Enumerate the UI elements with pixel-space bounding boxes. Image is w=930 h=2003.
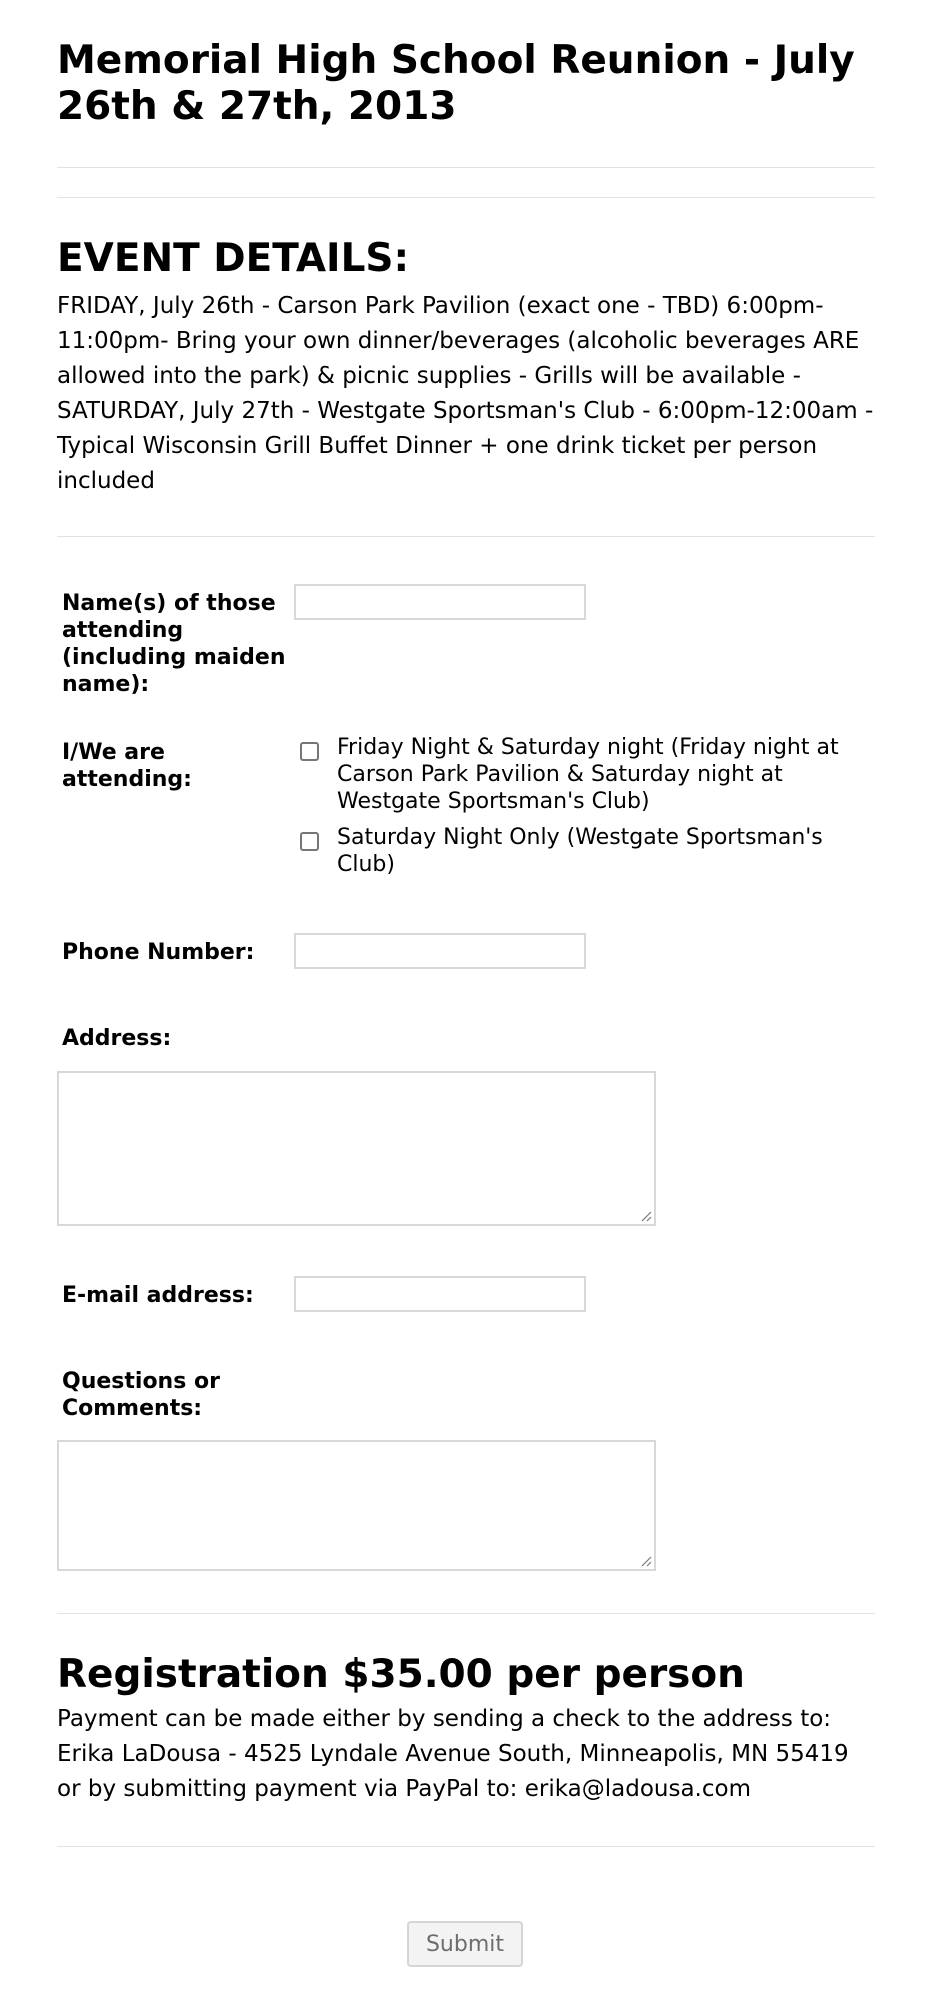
comments-textarea[interactable] <box>57 1440 656 1571</box>
divider <box>57 197 875 198</box>
attending-option-saturday-only[interactable] <box>298 824 878 880</box>
divider <box>57 167 875 168</box>
checkbox[interactable] <box>300 742 319 761</box>
comments-label: Questions or Comments: <box>62 1369 220 1421</box>
names-input[interactable] <box>294 584 586 620</box>
resize-handle-icon[interactable] <box>640 1210 652 1222</box>
address-label: Address: <box>62 1026 172 1051</box>
checkbox-label: Saturday Night Only (Westgate Sportsman's Club) <box>337 825 823 877</box>
divider <box>57 536 875 537</box>
checkbox[interactable] <box>300 832 319 851</box>
names-label: Name(s) of those attending (including maiden name): <box>62 591 286 697</box>
divider <box>57 1846 875 1847</box>
submit-button[interactable]: Submit <box>407 1921 523 1967</box>
phone-label: Phone Number: <box>62 940 255 965</box>
address-textarea[interactable] <box>57 1071 656 1226</box>
divider <box>57 1613 875 1614</box>
registration-heading: Registration $35.00 per person <box>57 1652 745 1697</box>
checkbox-label: Friday Night & Saturday night (Friday night at Carson Park Pavilion & Saturday night at Westgate Sportsman's Club) <box>337 735 839 814</box>
attending-label: I/We are attending: <box>62 740 192 792</box>
email-label: E-mail address: <box>62 1283 254 1308</box>
attending-option-both-nights[interactable] <box>298 734 878 818</box>
event-details-heading: EVENT DETAILS: <box>57 236 410 281</box>
form-title: Memorial High School Reunion - July 26th & 27th, 2013 <box>57 38 855 129</box>
resize-handle-icon[interactable] <box>640 1555 652 1567</box>
phone-input[interactable] <box>294 933 586 969</box>
email-input[interactable] <box>294 1276 586 1312</box>
event-details-text: FRIDAY, July 26th - Carson Park Pavilion (exact one - TBD) 6:00pm-11:00pm- Bring your own dinner/beverages (alcoholic beverages ARE allowed into the park) & picnic supplies - Grills will be available - SATURDAY, July 27th - Westgate Sportsman's Club - 6:00pm-12:00am - Typical Wisconsin Grill Buffet Dinner + one drink ticket per person included <box>57 293 874 494</box>
registration-text: Payment can be made either by sending a check to the address to: Erika LaDousa - 4525 Lyndale Avenue South, Minneapolis, MN 55419 or by submitting payment via PayPal to: erika@ladousa.com <box>57 1706 849 1802</box>
